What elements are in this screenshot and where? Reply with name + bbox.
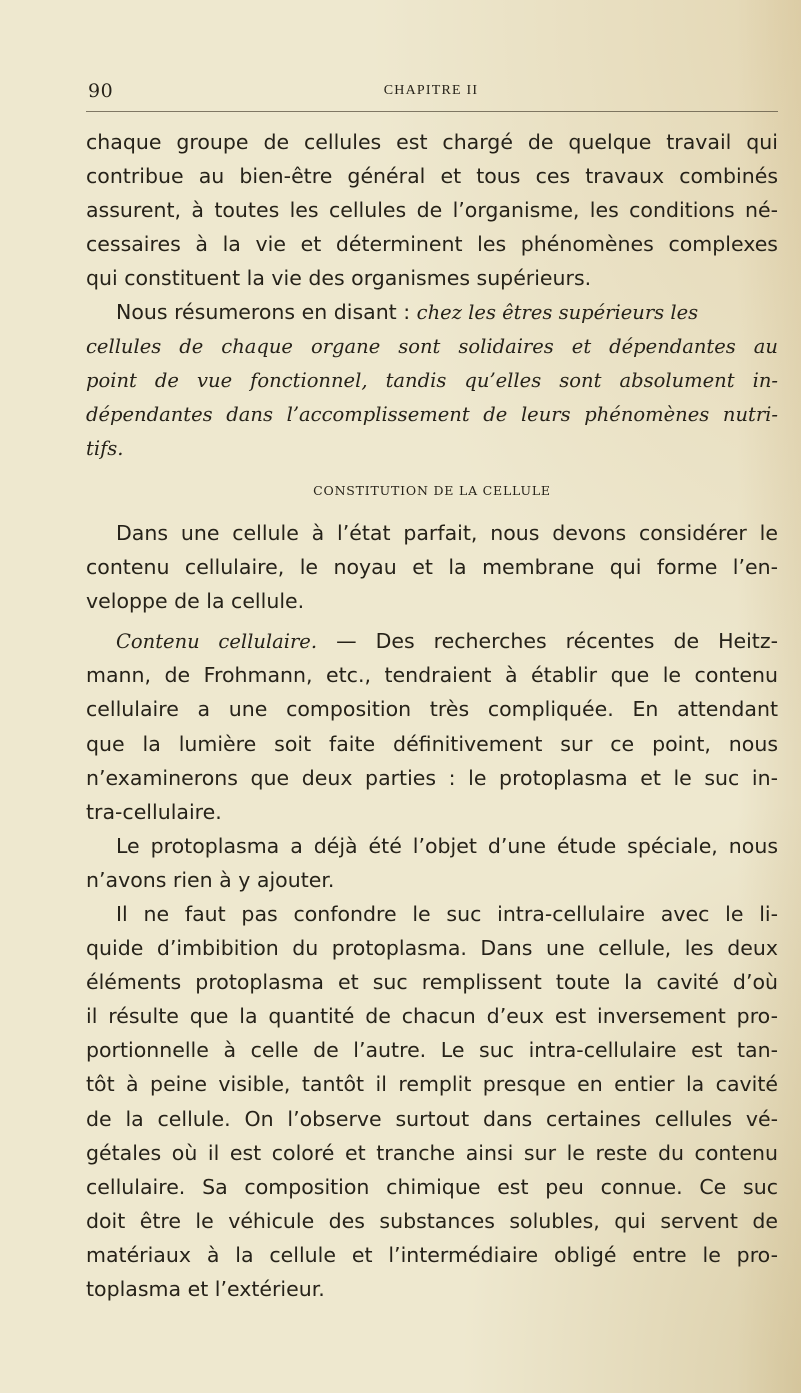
running-head <box>86 80 776 108</box>
text-line: toplasma et l’extérieur. <box>86 1277 325 1301</box>
italic-line: dépendantes dans l’accomplissement de leurs phénomènes nutri- <box>86 402 778 426</box>
italic-line: cellules de chaque organe sont solidaires et dépendantes au <box>86 334 778 358</box>
text-line <box>86 295 778 329</box>
text-line: Dans une cellule à l’état parfait, nous devons considérer le <box>116 520 778 545</box>
text-line: n’avons rien à y ajouter. <box>86 867 335 892</box>
subsection-text: — Des recherches récentes de Heitz- <box>317 629 778 654</box>
header-rule <box>86 111 778 112</box>
summary-italic: chez les êtres supérieurs les <box>416 301 699 325</box>
text-line: Il ne faut pas confondre le suc intra-cellulaire avec le li- <box>116 901 778 926</box>
text-line: assurent, à toutes les cellules de l’organisme, les conditions né- <box>86 198 778 223</box>
text-line: gétales où il est coloré et tranche ainsi sur le reste du contenu <box>86 1140 778 1165</box>
text-line: cellulaire a une composition très compliquée. En attendant <box>86 697 778 722</box>
text-line: n’examinerons que deux parties : le protoplasma et le suc in- <box>86 765 778 790</box>
text-line: que la lumière soit faite définitivement sur ce point, nous <box>86 731 778 756</box>
text-line: qui constituent la vie des organismes supérieurs. <box>86 266 592 291</box>
text-line: veloppe de la cellule. <box>86 589 305 614</box>
italic-line: tifs. <box>86 436 124 460</box>
text-line: mann, de Frohmann, etc., tendraient à établir que le contenu <box>86 663 778 688</box>
summary-intro: Nous résumerons en disant : <box>116 300 417 325</box>
text-line: matériaux à la cellule et l’intermédiaire obligé entre le pro- <box>86 1242 778 1267</box>
text-line: de la cellule. On l’observe surtout dans certaines cellules vé- <box>86 1106 778 1131</box>
subsection-title: Contenu cellulaire. <box>116 630 318 654</box>
text-line: contenu cellulaire, le noyau et la membrane qui forme l’en- <box>86 555 778 580</box>
text-line: doit être le véhicule des substances solubles, qui servent de <box>86 1208 778 1233</box>
italic-line: point de vue fonctionnel, tandis qu’elles sont absolument in- <box>86 368 778 392</box>
text-line: éléments protoplasma et suc remplissent toute la cavité d’où <box>86 970 778 995</box>
page-number: 90 <box>88 80 114 102</box>
chapter-heading: CHAPITRE II <box>383 83 479 98</box>
section-title: CONSTITUTION DE LA CELLULE <box>313 482 551 498</box>
text-line: portionnelle à celle de l’autre. Le suc intra-cellulaire est tan- <box>86 1038 778 1063</box>
text-line: il résulte que la quantité de chacun d’eux est inversement pro- <box>86 1004 778 1029</box>
text-line: tôt à peine visible, tantôt il remplit presque en entier la cavité <box>86 1072 778 1097</box>
text-line: quide d’imbibition du protoplasma. Dans une cellule, les deux <box>86 936 778 961</box>
text-line: contribue au bien-être général et tous ces travaux combinés <box>86 164 778 189</box>
text-line: cellulaire. Sa composition chimique est peu connue. Ce suc <box>86 1174 778 1199</box>
body-text <box>86 125 778 1306</box>
text-line: tra-cellulaire. <box>86 799 222 824</box>
text-line <box>86 624 778 658</box>
text-line: cessaires à la vie et déterminent les phénomènes complexes <box>86 232 778 257</box>
text-line: chaque groupe de cellules est chargé de quelque travail qui <box>86 130 778 154</box>
text-line: Le protoplasma a déjà été l’objet d’une étude spéciale, nous <box>116 833 778 858</box>
